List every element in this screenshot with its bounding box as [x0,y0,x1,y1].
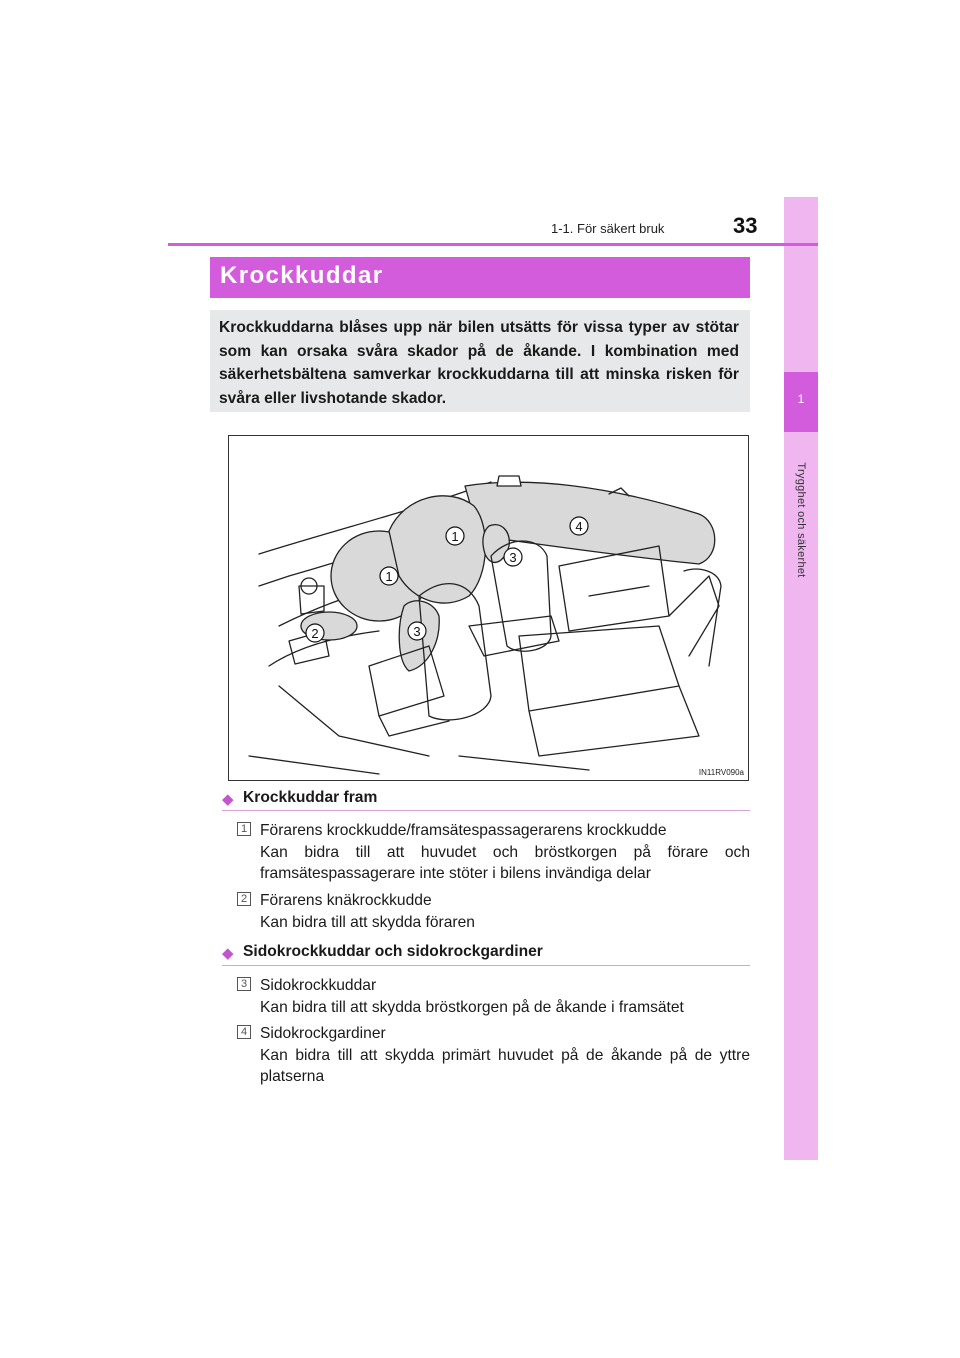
intro-box [210,310,750,412]
rear-seat [519,626,679,711]
item-title: Sidokrockgardiner [260,1025,386,1042]
page-title: Krockkuddar [220,262,384,289]
item-title: Sidokrockkuddar [260,977,377,994]
callout-4 [570,517,588,535]
car-interior-drawing [229,436,748,780]
svg-text:2: 2 [311,626,319,641]
item-title: Förarens krockkudde/framsätespassagerarens krockkudde [260,822,667,839]
section-rule [222,810,750,811]
svg-text:1: 1 [385,569,393,584]
list-item [237,820,750,885]
svg-text:1: 1 [451,529,459,544]
callout-3-front [408,622,426,640]
list-item [237,975,750,1018]
page-number: 33 [733,213,758,238]
header-rule [168,243,818,246]
section-path: 1-1. För säkert bruk [551,221,665,236]
item-number-badge: 2 [237,892,251,906]
item-description: Kan bidra till att huvudet och bröstkorgen på förare och framsätespassagerare inte stöter i bilens invändiga delar [260,843,750,882]
item-description: Kan bidra till att skydda primärt huvudet på de åkande på de yttre platserna [260,1046,750,1085]
airbag-illustration [228,435,749,781]
callout-3-rear [504,548,522,566]
callout-2 [306,624,324,642]
figure-code: IN11RV090a [698,768,744,777]
diamond-bullet-icon: ◆ [222,945,234,962]
item-title: Förarens knäkrockkudde [260,892,432,909]
svg-text:4: 4 [575,519,583,534]
item-number-badge: 1 [237,822,251,836]
chapter-title: Trygghet och säkerhet [795,462,807,578]
item-description: Kan bidra till att skydda föraren [260,913,475,931]
section-heading-text: Sidokrockkuddar och sidokrockgardiner [243,943,543,960]
item-description: Kan bidra till att skydda bröstkorgen på de åkande i framsätet [260,998,684,1016]
intro-text: Krockkuddarna blåses upp när bilen utsätts för vissa typer av stötar som kan orsaka svåra skador på de åkande. I kombination med säkerhetsbältena samverkar krockkuddarna till att minska risken för svåra eller livshotande skador. [219,319,739,407]
chapter-number: 1 [797,392,805,406]
section-rule [222,965,750,966]
svg-text:3: 3 [413,624,421,639]
callout-1-passenger [446,527,464,545]
title-bar [210,257,750,298]
item-number-badge: 3 [237,977,251,991]
item-number-badge: 4 [237,1025,251,1039]
callout-1-driver [380,567,398,585]
section-heading-text: Krockkuddar fram [243,789,378,806]
svg-text:3: 3 [509,550,517,565]
diamond-bullet-icon: ◆ [222,791,234,808]
list-item [237,890,750,933]
list-item [237,1023,750,1088]
chapter-tab-strip [784,197,818,1160]
